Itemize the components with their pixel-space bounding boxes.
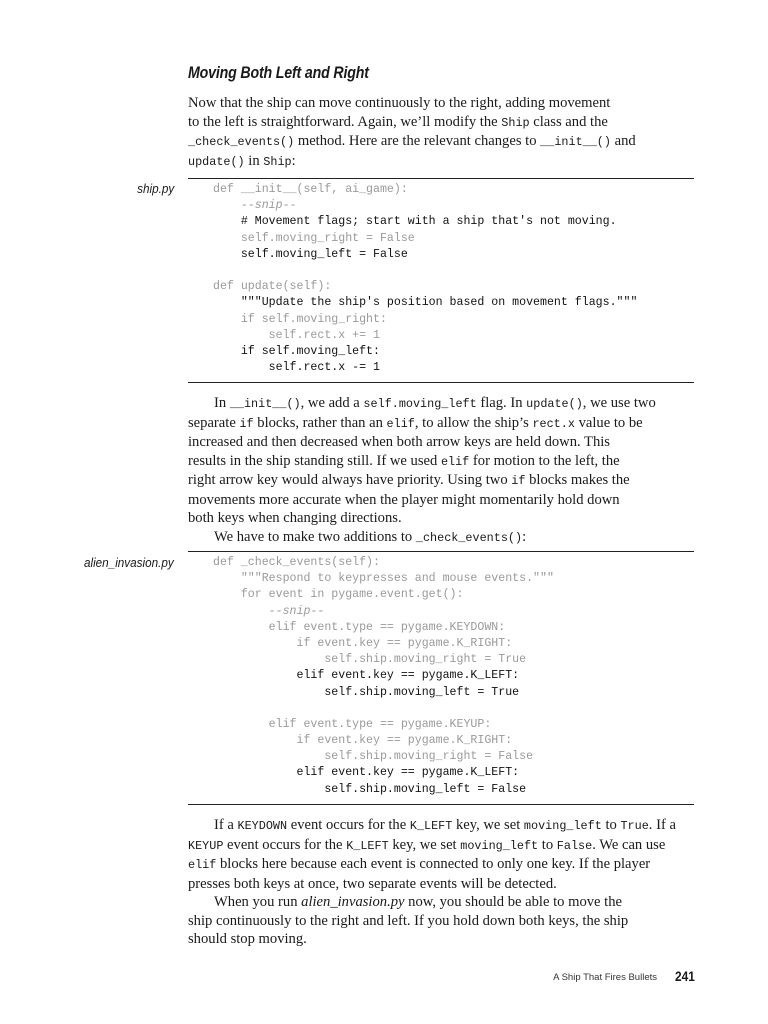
italic-filename: alien_invasion.py <box>301 894 405 910</box>
text-run: . If a <box>648 817 676 833</box>
text-run: , we add a <box>300 395 364 411</box>
text-run: event occurs for the <box>287 817 410 833</box>
code-line: self.rect.x += 1 <box>213 328 380 342</box>
code-line: self.ship.moving_left = False <box>213 782 527 796</box>
code-line: if self.moving_right: <box>213 312 387 326</box>
inline-code: K_LEFT <box>409 819 453 833</box>
code-line: """Respond to keypresses and mouse events.""" <box>213 572 554 586</box>
text-line <box>188 491 708 510</box>
text-run: When you run <box>214 894 302 910</box>
code-line: if self.moving_left: <box>213 344 380 358</box>
text-line <box>188 452 708 472</box>
listing-filename-ship: ship.py <box>136 181 174 196</box>
text-run: to the left is straightforward. Again, we’ll modify the <box>188 113 502 130</box>
text-run: Now that the ship can move continuously to the right, adding movement <box>188 95 611 111</box>
rule-top-listing-1 <box>188 178 694 179</box>
text-line <box>188 893 708 912</box>
code-line: # Movement flags; start with a ship that's not moving. <box>213 215 617 229</box>
inline-code: rect.x <box>532 416 575 431</box>
inline-code: elif <box>386 416 415 431</box>
text-run: : <box>522 528 527 545</box>
text-line <box>188 875 708 894</box>
text-run: blocks makes the <box>525 472 630 488</box>
text-line <box>188 509 708 528</box>
text-run: both keys when changing directions. <box>188 510 402 526</box>
code-line: self.moving_right = False <box>213 231 415 245</box>
code-line: self.rect.x -= 1 <box>213 361 380 375</box>
inline-code: KEYUP <box>188 838 224 853</box>
code-line: def _check_events(self): <box>213 556 380 569</box>
code-listing-ship <box>213 182 637 376</box>
inline-code: update() <box>188 154 245 169</box>
text-line <box>188 152 708 172</box>
intro-paragraph <box>188 94 708 171</box>
text-run: value to be <box>574 414 643 431</box>
text-run: to <box>601 817 621 833</box>
code-line: elif event.key == pygame.K_LEFT: <box>213 669 520 683</box>
code-line: if event.key == pygame.K_RIGHT: <box>213 734 513 748</box>
code-line: elif event.type == pygame.KEYUP: <box>213 717 492 731</box>
text-run: to <box>538 836 557 853</box>
text-run: should stop moving. <box>188 931 307 947</box>
code-line <box>213 701 554 717</box>
body-paragraph-1 <box>188 394 708 547</box>
text-run: presses both keys at once, two separate events will be detected. <box>188 875 557 892</box>
text-line <box>188 394 708 414</box>
text-run: now, you should be able to move the <box>404 894 623 910</box>
code-line: def update(self): <box>213 280 332 294</box>
page-number: 241 <box>675 968 695 984</box>
text-run: blocks here because each event is connected to only one key. If the player <box>216 856 651 872</box>
text-line <box>188 816 708 836</box>
code-line: elif event.key == pygame.K_LEFT: <box>213 766 520 780</box>
text-run: for motion to the left, the <box>469 452 620 469</box>
text-run: , we use two <box>582 395 656 411</box>
code-line: self.moving_left = False <box>213 247 408 261</box>
inline-code: Ship <box>501 115 530 130</box>
text-line <box>188 433 708 452</box>
text-run: increased and then decreased when both arrow keys are held down. This <box>188 434 610 450</box>
inline-code: moving_left <box>523 819 602 833</box>
text-run: In <box>214 395 230 411</box>
code-line: --snip-- <box>213 604 325 618</box>
code-line: if event.key == pygame.K_RIGHT: <box>213 636 513 650</box>
text-run: flag. In <box>476 395 527 411</box>
text-run: separate <box>188 414 240 431</box>
text-run: , to allow the ship’s <box>414 414 533 431</box>
text-line <box>188 912 708 931</box>
text-run: movements more accurate when the player might momentarily hold down <box>188 491 620 508</box>
inline-code: Ship <box>263 154 292 169</box>
text-run: ship continuously to the right and left. If you hold down both keys, the ship <box>188 912 629 929</box>
code-line <box>213 263 637 279</box>
text-run: : <box>291 152 296 169</box>
text-run: and <box>610 133 636 149</box>
inline-code: elif <box>440 454 470 469</box>
inline-code: True <box>620 819 649 833</box>
text-line <box>188 930 708 949</box>
text-line <box>188 471 708 491</box>
text-run: right arrow key would always have priority. Using two <box>188 472 512 488</box>
inline-code: self.moving_left <box>363 397 477 411</box>
inline-code: elif <box>188 858 217 872</box>
text-line <box>188 132 708 152</box>
inline-code: __init__() <box>540 135 611 149</box>
rule-bottom-listing-2 <box>188 804 694 805</box>
text-line <box>188 414 708 434</box>
text-run: key, we set <box>452 817 524 833</box>
code-line: --snip-- <box>213 199 297 213</box>
text-line <box>188 94 708 113</box>
text-run: method. Here are the relevant changes to <box>294 133 541 149</box>
code-line: self.ship.moving_right = False <box>213 750 534 764</box>
inline-code: if <box>239 416 254 431</box>
text-run: blocks, rather than an <box>253 414 387 431</box>
text-line <box>188 528 708 548</box>
code-line: """Update the ship's position based on movement flags.""" <box>213 296 638 310</box>
inline-code: _check_events() <box>188 135 295 149</box>
inline-code: K_LEFT <box>346 838 389 853</box>
inline-code: moving_left <box>460 838 539 853</box>
code-line: elif event.type == pygame.KEYDOWN: <box>213 620 506 634</box>
text-run: in <box>244 152 264 169</box>
listing-filename-alien-invasion: alien_invasion.py <box>84 555 174 570</box>
code-line: self.ship.moving_left = True <box>213 685 520 699</box>
text-line <box>188 836 708 856</box>
section-heading: Moving Both Left and Right <box>188 64 369 82</box>
inline-code: if <box>511 474 526 488</box>
inline-code: _check_events() <box>415 530 523 545</box>
code-line: def __init__(self, ai_game): <box>213 183 408 196</box>
text-line <box>188 855 708 875</box>
running-footer-title: A Ship That Fires Bullets <box>553 972 657 983</box>
inline-code: False <box>556 838 593 853</box>
code-line: self.ship.moving_right = True <box>213 653 527 667</box>
text-run: event occurs for the <box>223 836 347 853</box>
inline-code: KEYDOWN <box>237 819 288 833</box>
body-paragraph-2 <box>188 816 708 949</box>
text-line <box>188 113 708 133</box>
code-listing-alien-invasion <box>213 555 554 798</box>
text-run: key, we set <box>388 836 461 853</box>
code-line: for event in pygame.event.get(): <box>213 588 464 602</box>
text-run: If a <box>214 817 238 833</box>
inline-code: update() <box>526 397 583 411</box>
text-run: class and the <box>529 113 608 130</box>
rule-bottom-listing-1 <box>188 382 694 383</box>
text-run: We have to make two additions to <box>214 528 416 545</box>
text-run: . We can use <box>592 836 666 853</box>
inline-code: __init__() <box>229 397 301 411</box>
rule-top-listing-2 <box>188 551 694 552</box>
text-run: results in the ship standing still. If we used <box>188 452 441 469</box>
